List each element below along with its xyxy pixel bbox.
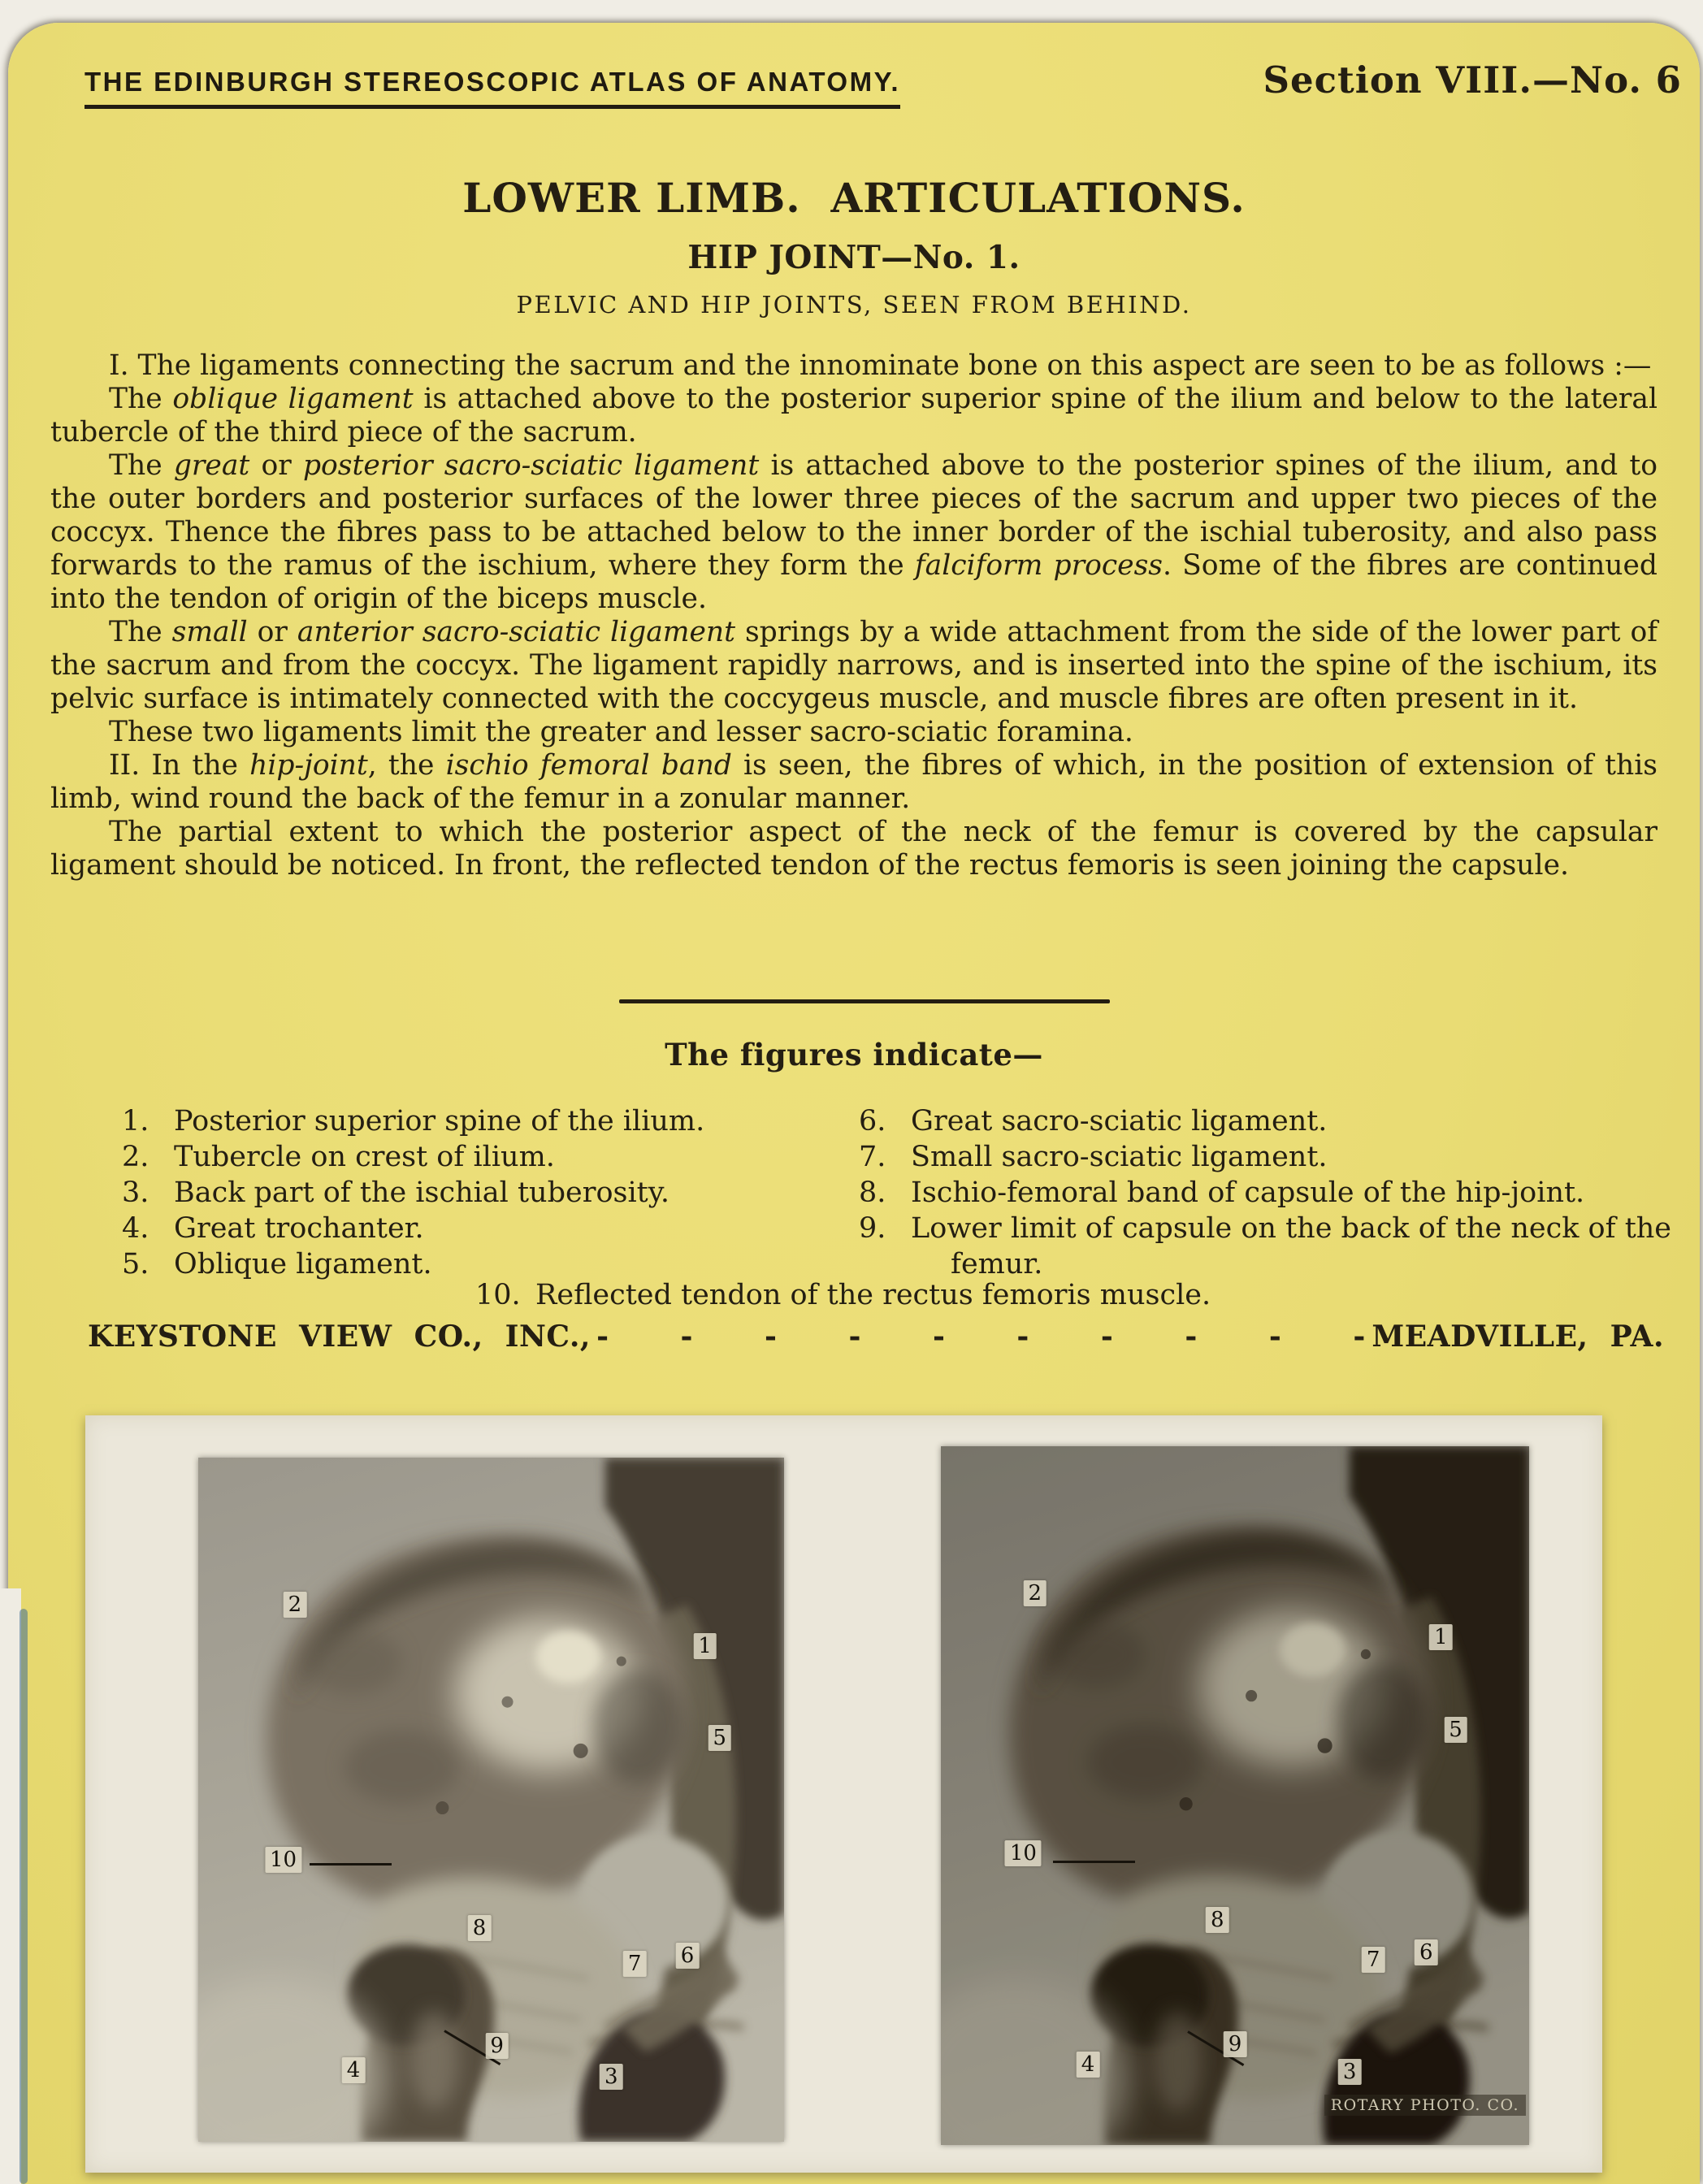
atlas-card [8, 23, 1700, 2184]
photo-label-5: 5 [708, 1725, 731, 1751]
figure-label: Tubercle on crest of ilium. [174, 1141, 555, 1173]
photo-label-4: 4 [342, 2057, 366, 2083]
photo-label-4: 4 [1077, 2052, 1100, 2078]
series-title: THE EDINBURGH STEREOSCOPIC ATLAS OF ANATOMY. [84, 67, 900, 109]
paragraph-2: The oblique ligament is attached above to the posterior superior spine of the ilium and below to the lateral tubercle of the third piece of the sacrum. [50, 383, 1658, 448]
figure-number: 10. [475, 1279, 521, 1311]
photo-label-1: 1 [693, 1633, 717, 1659]
figure-item-4 [122, 1211, 829, 1246]
publisher-location: MEADVILLE, PA. [1372, 1320, 1664, 1354]
photo-label-7: 7 [1362, 1947, 1385, 1973]
photo-label-9: 9 [1224, 2031, 1247, 2057]
figure-item-10 [475, 1279, 1211, 1311]
figure-list-left [122, 1103, 829, 1282]
figure-label: Back part of the ischial tuberosity. [174, 1176, 670, 1209]
figure-list-right [859, 1103, 1671, 1282]
paragraph-1: I. The ligaments connecting the sacrum and the innominate bone on this aspect are seen to be as follows :— [109, 349, 1652, 382]
photo-label-10: 10 [1005, 1840, 1042, 1866]
publisher-line [88, 1320, 1664, 1354]
figure-number: 3. [122, 1176, 150, 1209]
leader-line-10 [310, 1863, 392, 1866]
figure-item-6 [859, 1103, 1671, 1139]
figure-number: 4. [122, 1212, 150, 1245]
photo-label-2: 2 [284, 1592, 307, 1618]
figure-number: 7. [859, 1141, 886, 1173]
leader-line-10 [1053, 1861, 1135, 1863]
figure-number: 1. [122, 1105, 150, 1138]
figure-label: Oblique ligament. [174, 1248, 432, 1280]
photo-label-10: 10 [265, 1847, 301, 1873]
photo-label-8: 8 [1206, 1907, 1229, 1933]
figure-item-3 [122, 1175, 829, 1211]
publisher-name: KEYSTONE VIEW CO., INC., [88, 1320, 591, 1354]
paragraph-3: The great or posterior sacro-sciatic ligament is attached above to the posterior spines of the ilium, and to the outer borders and posterior surfaces of the lower three pieces of the sacrum and upper two pieces of the coccyx. Thence the fibres pass to be attached below to the inner border of the ischial tuberosity, and also pass forwards to the ramus of the ischium, where they form the falciform process. Some of the fibres are continued into the tendon of origin of the biceps muscle. [50, 449, 1658, 615]
photo-label-6: 6 [1415, 1939, 1438, 1965]
figure-number: 9. [859, 1212, 886, 1245]
divider-rule [619, 999, 1110, 1003]
view-caption: PELVIC AND HIP JOINTS, SEEN FROM BEHIND. [516, 291, 1192, 318]
photo-label-5: 5 [1444, 1717, 1467, 1743]
page-title: LOWER LIMB. ARTICULATIONS. [462, 174, 1246, 222]
photo-mount [85, 1415, 1602, 2173]
figure-label: Lower limit of capsule on the back of the neck of the femur. [911, 1212, 1672, 1280]
photo-watermark: ROTARY PHOTO. CO. [1324, 2095, 1526, 2116]
paragraph-4: The small or anterior sacro-sciatic ligament springs by a wide attachment from the side of the lower part of the sacrum and from the coccyx. The ligament rapidly narrows, and is inserted into the spine of the ischium, its pelvic surface is intimately connected with the coccygeus muscle, and muscle fibres are often present in it. [50, 616, 1658, 715]
photo-label-3: 3 [1338, 2059, 1362, 2085]
paragraph-6: II. In the hip-joint, the ischio femoral band is seen, the fibres of which, in the position of extension of this limb, wind round the back of the femur in a zonular manner. [50, 749, 1658, 815]
photo-label-6: 6 [676, 1943, 700, 1969]
publisher-dashes: - - - - - - - - - - [596, 1320, 1367, 1354]
figure-item-9 [859, 1211, 1671, 1282]
figure-label: Small sacro-sciatic ligament. [911, 1141, 1328, 1173]
figure-item-5 [122, 1246, 829, 1282]
figure-label: Posterior superior spine of the ilium. [174, 1105, 705, 1138]
photo-label-3: 3 [600, 2064, 623, 2090]
scan-edge-strip [0, 1588, 21, 2184]
figure-label: Great trochanter. [174, 1212, 424, 1245]
figure-label: Reflected tendon of the rectus femoris muscle. [535, 1279, 1211, 1311]
description-text [50, 349, 1658, 882]
photo-label-7: 7 [623, 1951, 647, 1977]
figure-label: Ischio-femoral band of capsule of the hip-joint. [911, 1176, 1585, 1209]
scan-edge-blue-line [20, 1609, 28, 2184]
section-number: Section VIII.—No. 6 [1263, 58, 1682, 102]
figure-number: 2. [122, 1141, 150, 1173]
subtitle: HIP JOINT—No. 1. [687, 239, 1020, 276]
figure-item-7 [859, 1139, 1671, 1175]
paragraph-7: The partial extent to which the posterior aspect of the neck of the femur is covered by the capsular ligament should be noticed. In front, the reflected tendon of the rectus femoris is seen joining the capsule. [50, 816, 1658, 882]
figures-heading: The figures indicate— [665, 1037, 1043, 1072]
figure-item-2 [122, 1139, 829, 1175]
photo-label-1: 1 [1429, 1624, 1453, 1650]
figure-number: 5. [122, 1248, 150, 1280]
figure-number: 8. [859, 1176, 886, 1209]
stereo-photo-left [198, 1458, 784, 2142]
photo-label-2: 2 [1024, 1580, 1047, 1606]
photo-label-9: 9 [485, 2033, 509, 2059]
stereo-photo-right [941, 1446, 1529, 2145]
paragraph-5: These two ligaments limit the greater and lesser sacro-sciatic foramina. [109, 716, 1133, 748]
photo-label-8: 8 [468, 1915, 492, 1941]
figure-item-1 [122, 1103, 829, 1139]
figure-item-8 [859, 1175, 1671, 1211]
figure-number: 6. [859, 1105, 886, 1138]
figure-label: Great sacro-sciatic ligament. [911, 1105, 1328, 1138]
